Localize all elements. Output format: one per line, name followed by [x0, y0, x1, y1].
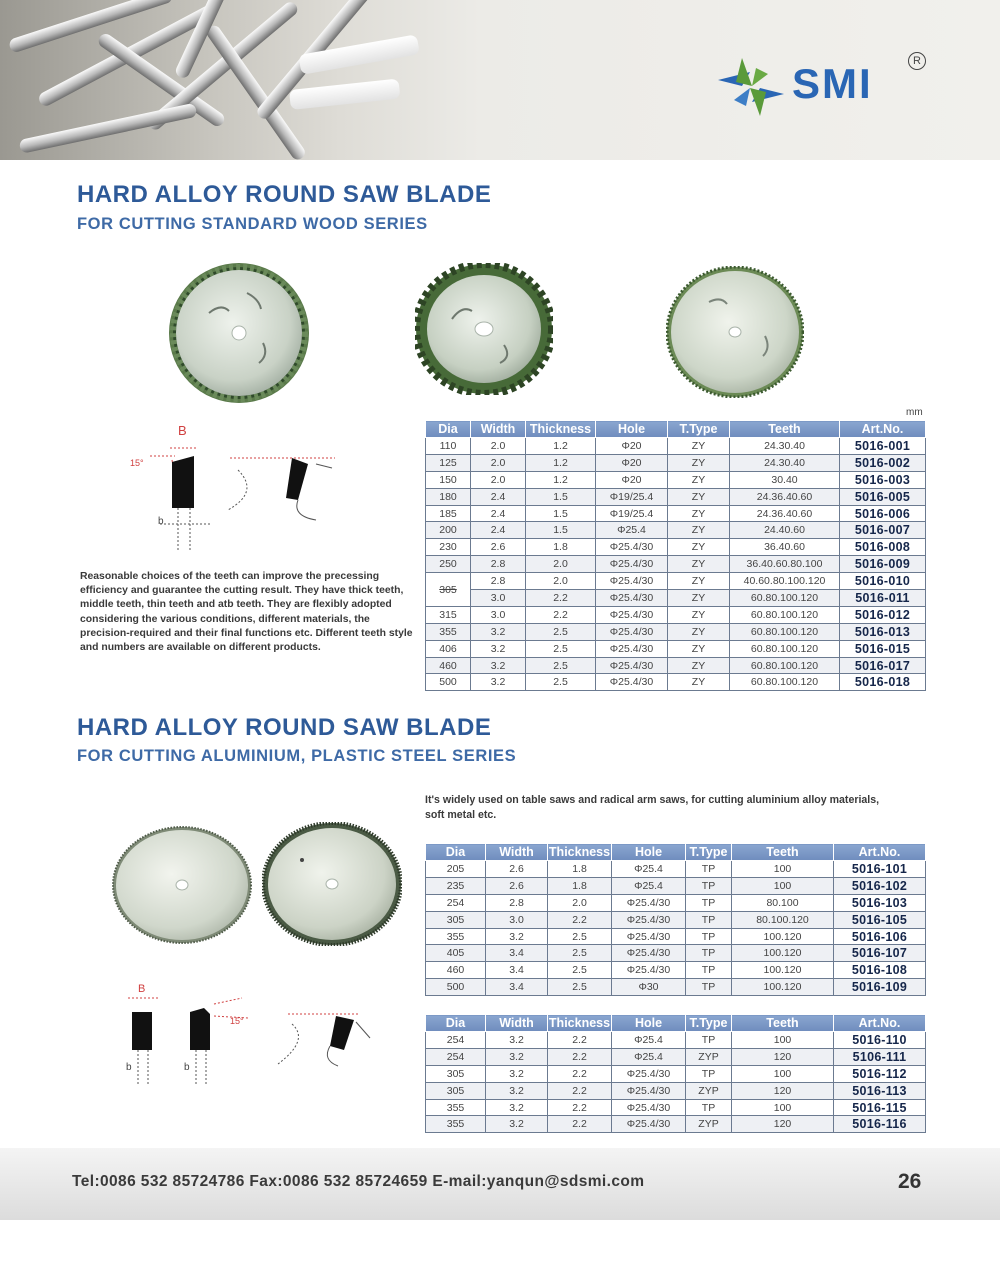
cell-dia: 180 [426, 488, 471, 505]
col-hole: Hole [596, 421, 668, 438]
cell-dia: 254 [426, 1048, 486, 1065]
cell-width: 2.0 [471, 471, 526, 488]
cell-artno: 5016-003 [840, 471, 926, 488]
table-row [426, 962, 926, 979]
col-width: Width [486, 1015, 548, 1032]
cell-thickness: 2.2 [548, 1032, 612, 1049]
diagram-label-b-upper: B [178, 423, 187, 438]
col-teeth: Teeth [732, 844, 834, 861]
cell-hole: Φ19/25.4 [596, 505, 668, 522]
cell-hole: Φ25.4/30 [596, 606, 668, 623]
cell-thickness: 2.2 [526, 606, 596, 623]
cell-teeth: 120 [732, 1116, 834, 1133]
cell-teeth: 100 [732, 861, 834, 878]
cell-hole: Φ25.4/30 [596, 590, 668, 607]
table-row [426, 945, 926, 962]
cell-width: 3.2 [486, 928, 548, 945]
cell-ttype: ZY [668, 623, 730, 640]
col-artno: Art.No. [840, 421, 926, 438]
saw-blade-image-3 [666, 266, 804, 398]
cell-ttype: ZY [668, 556, 730, 573]
cell-ttype: TP [686, 928, 732, 945]
cell-dia: 305 [426, 573, 471, 607]
cell-dia: 355 [426, 623, 471, 640]
table-row [426, 590, 926, 607]
cell-ttype: TP [686, 1065, 732, 1082]
table-row [426, 928, 926, 945]
cell-hole: Φ25.4 [596, 522, 668, 539]
cell-dia: 355 [426, 1116, 486, 1133]
cell-ttype: ZY [668, 488, 730, 505]
cell-ttype: TP [686, 894, 732, 911]
cell-artno: 5016-115 [834, 1099, 926, 1116]
table-row [426, 1099, 926, 1116]
col-hole: Hole [612, 844, 686, 861]
table-row [426, 1032, 926, 1049]
aluminium-series-spec-table-b [425, 1014, 926, 1133]
col-thickness: Thickness [548, 845, 611, 859]
cell-hole: Φ25.4/30 [596, 539, 668, 556]
cell-teeth: 100.120 [732, 979, 834, 996]
cell-dia: 305 [426, 1065, 486, 1082]
diagram-label-angle-2: 15° [230, 1016, 244, 1026]
col-hole: Hole [612, 1015, 686, 1032]
cell-teeth: 60.80.100.120 [730, 590, 840, 607]
cell-teeth: 100.120 [732, 962, 834, 979]
section2-title: HARD ALLOY ROUND SAW BLADE [77, 714, 492, 741]
smi-logo-mark-icon [712, 52, 790, 122]
table-row [426, 1082, 926, 1099]
cell-dia: 305 [426, 1082, 486, 1099]
cell-ttype: ZY [668, 438, 730, 455]
cell-thickness: 2.5 [548, 928, 612, 945]
aluminium-series-spec-table-a [425, 843, 926, 996]
cell-hole: Φ25.4/30 [612, 928, 686, 945]
cell-teeth: 24.36.40.60 [730, 488, 840, 505]
cell-hole: Φ25.4/30 [612, 1116, 686, 1133]
cell-ttype: TP [686, 962, 732, 979]
cell-teeth: 60.80.100.120 [730, 640, 840, 657]
cell-artno: 5016-101 [834, 861, 926, 878]
cell-teeth: 120 [732, 1082, 834, 1099]
cell-hole: Φ25.4/30 [596, 640, 668, 657]
cell-thickness: 1.2 [526, 471, 596, 488]
cell-teeth: 100 [732, 1032, 834, 1049]
cell-ttype: ZY [668, 454, 730, 471]
cell-thickness: 1.8 [548, 861, 612, 878]
page-number: 26 [898, 1170, 922, 1193]
cell-ttype: ZY [668, 606, 730, 623]
cell-hole: Φ25.4 [612, 1032, 686, 1049]
cell-artno: 5016-006 [840, 505, 926, 522]
cell-width: 3.2 [471, 640, 526, 657]
cell-dia: 200 [426, 522, 471, 539]
cell-artno: 5016-002 [840, 454, 926, 471]
table-row [426, 979, 926, 996]
cell-thickness: 2.0 [548, 894, 612, 911]
col-dia: Dia [426, 1015, 486, 1032]
cell-teeth: 30.40 [730, 471, 840, 488]
cell-ttype: ZY [668, 539, 730, 556]
table-row [426, 911, 926, 928]
cell-artno: 5016-105 [834, 911, 926, 928]
cell-thickness: 2.2 [548, 911, 612, 928]
cell-ttype: ZY [668, 471, 730, 488]
cell-thickness: 2.2 [548, 1099, 612, 1116]
cell-ttype: ZY [668, 590, 730, 607]
cell-teeth: 40.60.80.100.120 [730, 573, 840, 590]
cell-width: 2.4 [471, 488, 526, 505]
table-row [426, 556, 926, 573]
cell-teeth: 24.40.60 [730, 522, 840, 539]
cell-teeth: 100 [732, 1065, 834, 1082]
cell-teeth: 36.40.60 [730, 539, 840, 556]
cell-hole: Φ25.4 [612, 877, 686, 894]
table-row [426, 1116, 926, 1133]
cell-teeth: 60.80.100.120 [730, 623, 840, 640]
cell-dia: 500 [426, 979, 486, 996]
saw-blade-image-2 [415, 263, 553, 395]
cell-dia: 355 [426, 928, 486, 945]
cell-dia: 500 [426, 674, 471, 691]
cell-artno: 5016-008 [840, 539, 926, 556]
section2-subtitle: FOR CUTTING ALUMINIUM, PLASTIC STEEL SERIES [77, 747, 517, 765]
cell-dia: 150 [426, 471, 471, 488]
cell-artno: 5016-110 [834, 1032, 926, 1049]
cell-ttype: ZY [668, 505, 730, 522]
table-header-row [426, 421, 926, 438]
cell-ttype: ZYP [686, 1082, 732, 1099]
section1-subtitle: FOR CUTTING STANDARD WOOD SERIES [77, 215, 428, 233]
col-thickness: Thickness [526, 421, 596, 438]
cell-hole: Φ25.4/30 [612, 894, 686, 911]
cell-artno: 5016-018 [840, 674, 926, 691]
cell-ttype: ZY [668, 522, 730, 539]
table-header-row [426, 1015, 926, 1032]
cell-artno: 5016-107 [834, 945, 926, 962]
cell-artno: 5016-015 [840, 640, 926, 657]
table-row [426, 606, 926, 623]
col-artno: Art.No. [834, 1015, 926, 1032]
cell-width: 3.2 [486, 1116, 548, 1133]
cell-teeth: 36.40.60.80.100 [730, 556, 840, 573]
cell-artno: 5016-103 [834, 894, 926, 911]
col-thickness: Thickness [548, 1016, 611, 1030]
cell-thickness: 1.2 [526, 438, 596, 455]
cell-dia: 460 [426, 962, 486, 979]
cell-artno: 5016-005 [840, 488, 926, 505]
cell-width: 2.6 [486, 861, 548, 878]
cell-ttype: ZY [668, 657, 730, 674]
table-row [426, 488, 926, 505]
cell-ttype: TP [686, 861, 732, 878]
cell-thickness: 1.8 [548, 877, 612, 894]
cell-artno: 5016-102 [834, 877, 926, 894]
table-row [426, 861, 926, 878]
cell-width: 2.0 [471, 454, 526, 471]
cell-thickness: 2.5 [526, 657, 596, 674]
cell-artno: 5016-013 [840, 623, 926, 640]
cell-thickness: 2.5 [548, 962, 612, 979]
cell-thickness: 2.5 [526, 674, 596, 691]
table-row [426, 894, 926, 911]
cell-artno: 5016-010 [840, 573, 926, 590]
col-teeth: Teeth [732, 1015, 834, 1032]
cell-teeth: 80.100 [732, 894, 834, 911]
cell-ttype: TP [686, 911, 732, 928]
cell-ttype: ZYP [686, 1048, 732, 1065]
cell-dia: 305 [426, 911, 486, 928]
cell-thickness: 2.0 [526, 556, 596, 573]
cell-dia: 405 [426, 945, 486, 962]
table-row [426, 471, 926, 488]
cell-width: 3.2 [486, 1082, 548, 1099]
cell-dia: 315 [426, 606, 471, 623]
cell-thickness: 2.2 [548, 1065, 612, 1082]
col-ttype: T.Type [668, 421, 730, 438]
cell-width: 3.4 [486, 979, 548, 996]
cell-teeth: 100.120 [732, 928, 834, 945]
cell-width: 3.2 [486, 1032, 548, 1049]
cell-artno: 5016-106 [834, 928, 926, 945]
cell-width: 3.0 [486, 911, 548, 928]
table-row [426, 438, 926, 455]
header-banner [0, 0, 1000, 160]
cell-hole: Φ25.4/30 [596, 556, 668, 573]
col-teeth: Teeth [730, 421, 840, 438]
cell-thickness: 1.8 [526, 539, 596, 556]
cell-dia: 185 [426, 505, 471, 522]
cell-ttype: ZY [668, 640, 730, 657]
cell-ttype: TP [686, 979, 732, 996]
diagram-label-angle-1: 15° [130, 458, 144, 468]
table-row [426, 505, 926, 522]
cell-ttype: ZY [668, 674, 730, 691]
cell-width: 2.0 [471, 438, 526, 455]
cell-teeth: 100.120 [732, 945, 834, 962]
table-row [426, 1048, 926, 1065]
cell-thickness: 2.5 [548, 945, 612, 962]
section2-description: It's widely used on table saws and radical arm saws, for cutting aluminium alloy materials, soft metal etc. [425, 794, 880, 821]
cell-width: 2.8 [486, 894, 548, 911]
diagram-label-b-lower-1: b [126, 1062, 132, 1073]
wood-series-spec-table [425, 420, 926, 691]
table-row [426, 640, 926, 657]
cell-hole: Φ25.4/30 [612, 945, 686, 962]
cell-artno: 5016-017 [840, 657, 926, 674]
cell-width: 3.4 [486, 945, 548, 962]
cell-width: 3.2 [486, 1099, 548, 1116]
cell-hole: Φ25.4/30 [596, 573, 668, 590]
cell-hole: Φ25.4/30 [612, 962, 686, 979]
cell-ttype: ZYP [686, 1116, 732, 1133]
table-row [426, 454, 926, 471]
cell-artno: 5016-109 [834, 979, 926, 996]
cell-artno: 5016-007 [840, 522, 926, 539]
cell-ttype: TP [686, 877, 732, 894]
table-row [426, 657, 926, 674]
cell-dia: 110 [426, 438, 471, 455]
cell-hole: Φ25.4/30 [596, 657, 668, 674]
unit-label: mm [906, 407, 923, 418]
diagram-label-b-lower: b [158, 516, 164, 527]
cell-width: 2.4 [471, 505, 526, 522]
saw-blade-image-1 [168, 262, 310, 404]
col-width: Width [486, 844, 548, 861]
col-dia: Dia [426, 844, 486, 861]
footer-contact: Tel:0086 532 85724786 Fax:0086 532 85724659 E-mail:yanqun@sdsmi.com [72, 1173, 645, 1190]
cell-teeth: 120 [732, 1048, 834, 1065]
table-row [426, 674, 926, 691]
cell-hole: Φ20 [596, 438, 668, 455]
cell-artno: 5016-113 [834, 1082, 926, 1099]
cell-dia: 250 [426, 556, 471, 573]
cell-thickness: 2.2 [548, 1082, 612, 1099]
tools-photo [0, 0, 520, 160]
tooth-profile-diagram-1 [120, 420, 350, 560]
cell-thickness: 2.5 [526, 640, 596, 657]
cell-width: 2.8 [471, 573, 526, 590]
cell-hole: Φ25.4/30 [596, 623, 668, 640]
cell-hole: Φ25.4/30 [612, 1099, 686, 1116]
cell-hole: Φ25.4/30 [612, 1065, 686, 1082]
cell-artno: 5016-012 [840, 606, 926, 623]
cell-teeth: 80.100.120 [732, 911, 834, 928]
cell-dia: 235 [426, 877, 486, 894]
table-row [426, 1065, 926, 1082]
cell-dia: 254 [426, 894, 486, 911]
cell-artno: 5016-108 [834, 962, 926, 979]
cell-teeth: 60.80.100.120 [730, 606, 840, 623]
logo-wordmark: SMI [792, 60, 873, 107]
diagram-label-b-upper-2: B [138, 983, 146, 995]
cell-width: 3.2 [471, 623, 526, 640]
saw-blade-image-4 [112, 826, 252, 944]
cell-teeth: 100 [732, 1099, 834, 1116]
cell-thickness: 2.2 [548, 1116, 612, 1133]
cell-hole: Φ30 [612, 979, 686, 996]
cell-ttype: TP [686, 1099, 732, 1116]
cell-width: 2.6 [471, 539, 526, 556]
cell-thickness: 2.0 [526, 573, 596, 590]
cell-thickness: 2.2 [548, 1048, 612, 1065]
table-row [426, 573, 926, 590]
col-ttype: T.Type [686, 844, 732, 861]
cell-width: 3.2 [471, 657, 526, 674]
cell-thickness: 1.2 [526, 454, 596, 471]
registered-mark: R [908, 52, 926, 70]
diagram-label-b-lower-2: b [184, 1062, 190, 1073]
cell-hole: Φ25.4 [612, 1048, 686, 1065]
cell-ttype: TP [686, 1032, 732, 1049]
cell-dia: 355 [426, 1099, 486, 1116]
cell-teeth: 60.80.100.120 [730, 674, 840, 691]
col-artno: Art.No. [834, 844, 926, 861]
cell-thickness: 1.5 [526, 488, 596, 505]
cell-dia: 254 [426, 1032, 486, 1049]
cell-thickness: 2.5 [526, 623, 596, 640]
smi-logo [712, 52, 932, 122]
table-row [426, 522, 926, 539]
cell-width: 3.0 [471, 606, 526, 623]
col-dia: Dia [426, 421, 471, 438]
cell-ttype: TP [686, 945, 732, 962]
tooth-profile-diagram-2 [118, 978, 378, 1090]
cell-artno: 5016-116 [834, 1116, 926, 1133]
cell-ttype: ZY [668, 573, 730, 590]
cell-artno: 5016-112 [834, 1065, 926, 1082]
cell-width: 3.4 [486, 962, 548, 979]
cell-dia: 230 [426, 539, 471, 556]
table-row [426, 623, 926, 640]
cell-teeth: 24.36.40.60 [730, 505, 840, 522]
cell-dia: 125 [426, 454, 471, 471]
cell-artno: 5016-011 [840, 590, 926, 607]
cell-hole: Φ25.4/30 [612, 911, 686, 928]
cell-width: 2.4 [471, 522, 526, 539]
cell-artno: 5016-001 [840, 438, 926, 455]
cell-hole: Φ20 [596, 454, 668, 471]
cell-artno: 5106-111 [834, 1048, 926, 1065]
cell-hole: Φ25.4 [612, 861, 686, 878]
cell-dia: 406 [426, 640, 471, 657]
cell-artno: 5016-009 [840, 556, 926, 573]
section1-description: Reasonable choices of the teeth can improve the precessing efficiency and guarantee the cutting result. They have thick teeth, middle teeth, thin teeth and atb teeth. They are flexibly adopted considering the various conditions, different materials, the precision-required and their final functions etc. Different teeth style and numbers are available on different products. [80, 571, 413, 654]
cell-teeth: 60.80.100.120 [730, 657, 840, 674]
table-row [426, 539, 926, 556]
col-ttype: T.Type [686, 1015, 732, 1032]
col-width: Width [471, 421, 526, 438]
cell-hole: Φ19/25.4 [596, 488, 668, 505]
cell-hole: Φ25.4/30 [596, 674, 668, 691]
section1-title: HARD ALLOY ROUND SAW BLADE [77, 181, 492, 208]
cell-thickness: 2.2 [526, 590, 596, 607]
cell-width: 3.2 [486, 1065, 548, 1082]
cell-width: 2.6 [486, 877, 548, 894]
cell-thickness: 1.5 [526, 505, 596, 522]
cell-teeth: 24.30.40 [730, 454, 840, 471]
cell-width: 3.2 [486, 1048, 548, 1065]
cell-dia: 460 [426, 657, 471, 674]
saw-blade-image-5 [262, 822, 402, 946]
cell-teeth: 100 [732, 877, 834, 894]
cell-hole: Φ20 [596, 471, 668, 488]
cell-width: 3.2 [471, 674, 526, 691]
cell-thickness: 2.5 [548, 979, 612, 996]
table-header-row [426, 844, 926, 861]
cell-thickness: 1.5 [526, 522, 596, 539]
table-row [426, 877, 926, 894]
cell-width: 2.8 [471, 556, 526, 573]
cell-hole: Φ25.4/30 [612, 1082, 686, 1099]
cell-dia: 205 [426, 861, 486, 878]
cell-width: 3.0 [471, 590, 526, 607]
cell-teeth: 24.30.40 [730, 438, 840, 455]
